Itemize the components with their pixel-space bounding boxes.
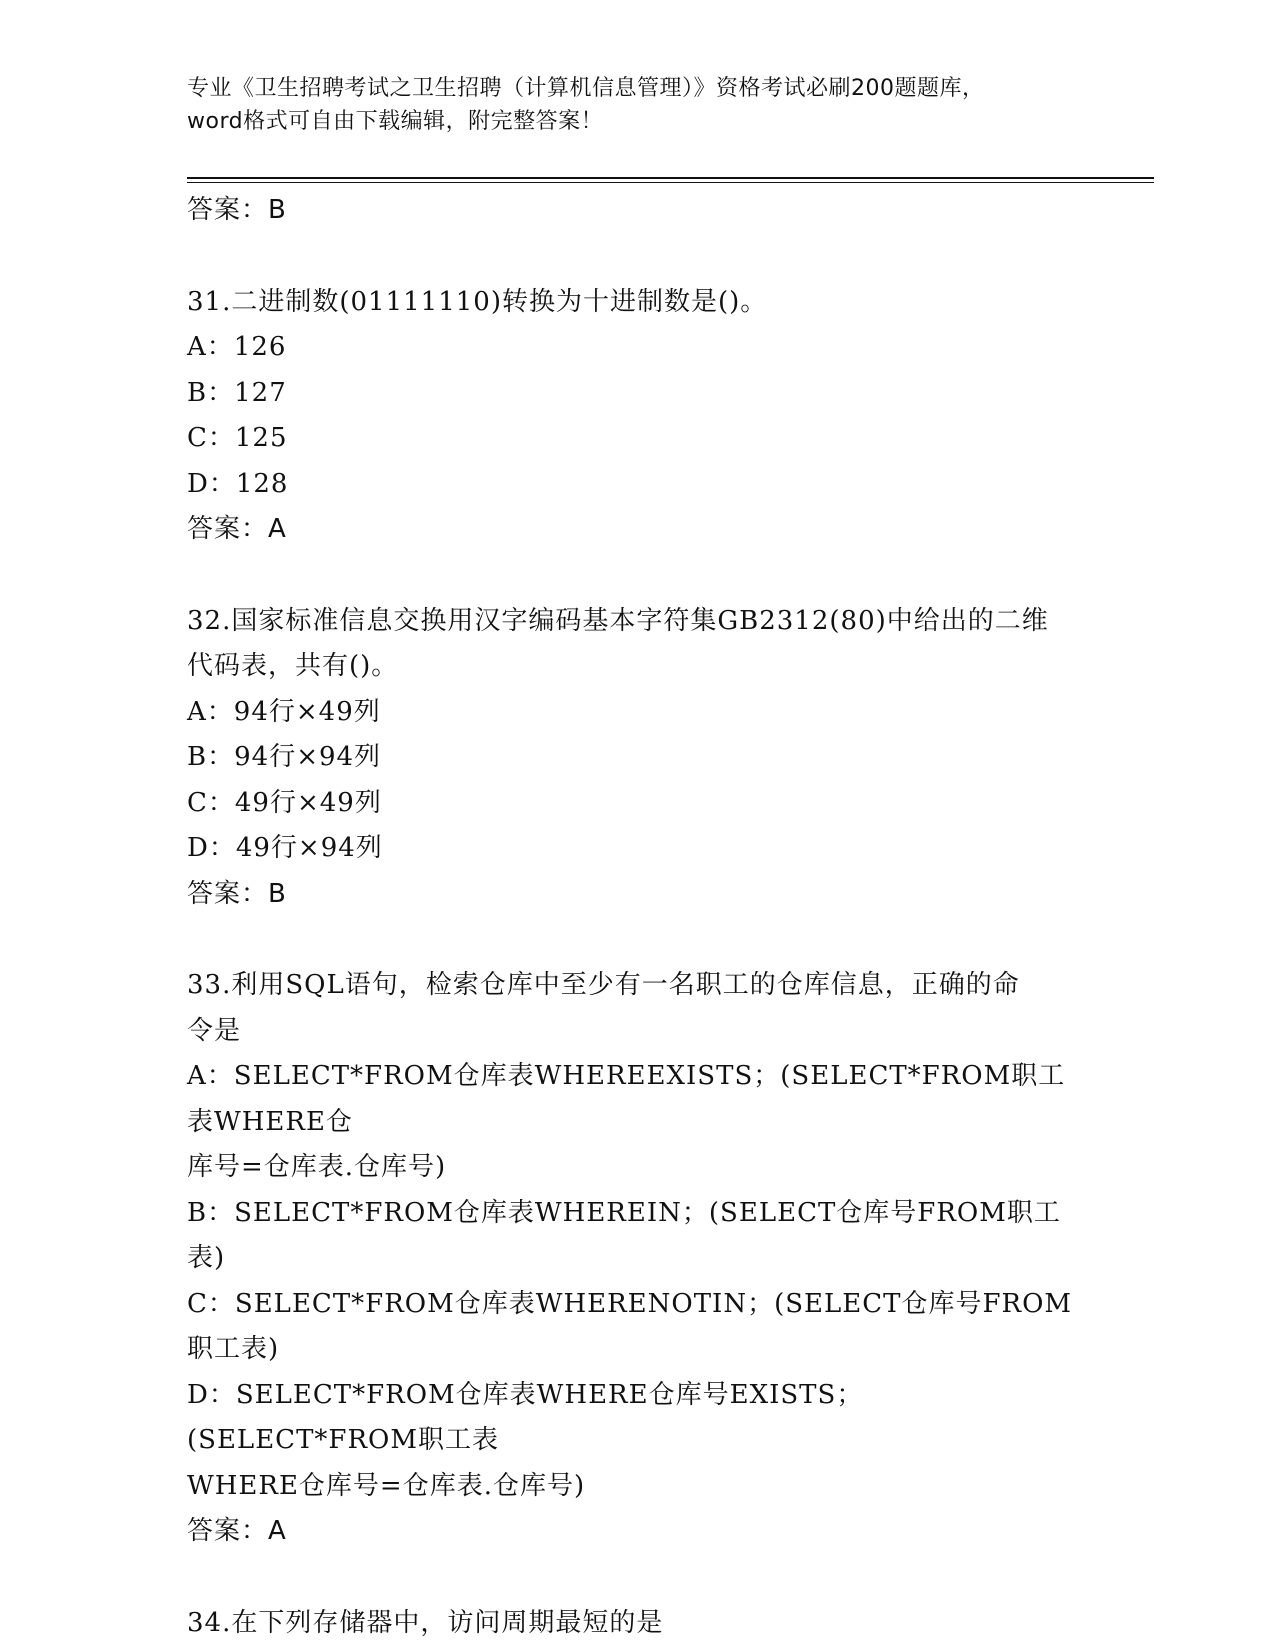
answer-previous: 答案：B xyxy=(187,195,287,225)
question-33-option-a-line-1: A：SELECT*FROM仓库表WHEREEXISTS；(SELECT*FROM职工表WHERE仓 xyxy=(187,1061,1066,1137)
header-divider-thick xyxy=(187,177,1154,179)
question-32-option-c: C：49行×49列 xyxy=(187,787,382,818)
question-33-stem-line-2: 令是 xyxy=(187,1015,242,1046)
question-31-option-a: A：126 xyxy=(187,332,287,362)
question-32-option-d: D：49行×94列 xyxy=(187,833,383,863)
question-32-answer: 答案：B xyxy=(187,878,287,909)
question-32-stem-line-1: 32.国家标准信息交换用汉字编码基本字符集GB2312(80)中给出的二维 xyxy=(187,605,1049,636)
question-33-option-d-line-2: WHERE仓库号=仓库表.仓库号) xyxy=(187,1470,586,1501)
question-33 xyxy=(187,963,1087,1555)
header-line-2: word格式可自由下载编辑，附完整答案！ xyxy=(187,109,604,134)
question-33-option-c: C：SELECT*FROM仓库表WHERENOTIN；(SELECT仓库号FROM职工表) xyxy=(187,1288,1073,1364)
question-34-stem: 34.在下列存储器中，访问周期最短的是 xyxy=(187,1607,664,1638)
question-31-stem: 31.二进制数(01111110)转换为十进制数是()。 xyxy=(187,286,768,317)
question-31-answer: 答案：A xyxy=(187,514,287,544)
question-33-answer: 答案：A xyxy=(187,1516,287,1546)
question-32-option-a: A：94行×49列 xyxy=(187,696,381,727)
question-32-option-b: B：94行×94列 xyxy=(187,742,382,772)
question-31-option-c: C：125 xyxy=(187,423,288,453)
question-31 xyxy=(187,280,1087,553)
question-33-stem-line-1: 33.利用SQL语句，检索仓库中至少有一名职工的仓库信息，正确的命 xyxy=(187,970,1020,1000)
question-34 xyxy=(187,1601,1087,1647)
question-32-stem-line-2: 代码表，共有()。 xyxy=(187,651,399,681)
question-31-option-b: B：127 xyxy=(187,377,287,408)
question-content xyxy=(187,188,1087,1646)
header-line-1: 专业《卫生招聘考试之卫生招聘（计算机信息管理）》资格考试必刷200题题库， xyxy=(187,76,985,101)
question-33-option-d-line-1: D：SELECT*FROM仓库表WHERE仓库号EXISTS；(SELECT*FROM职工表 xyxy=(187,1379,864,1455)
header-divider-thin xyxy=(187,182,1154,183)
question-31-option-d: D：128 xyxy=(187,468,289,499)
question-32 xyxy=(187,599,1087,918)
question-33-option-b: B：SELECT*FROM仓库表WHEREIN；(SELECT仓库号FROM职工表) xyxy=(187,1197,1061,1273)
question-33-option-a-line-2: 库号=仓库表.仓库号) xyxy=(187,1152,447,1182)
document-header xyxy=(187,72,1087,138)
